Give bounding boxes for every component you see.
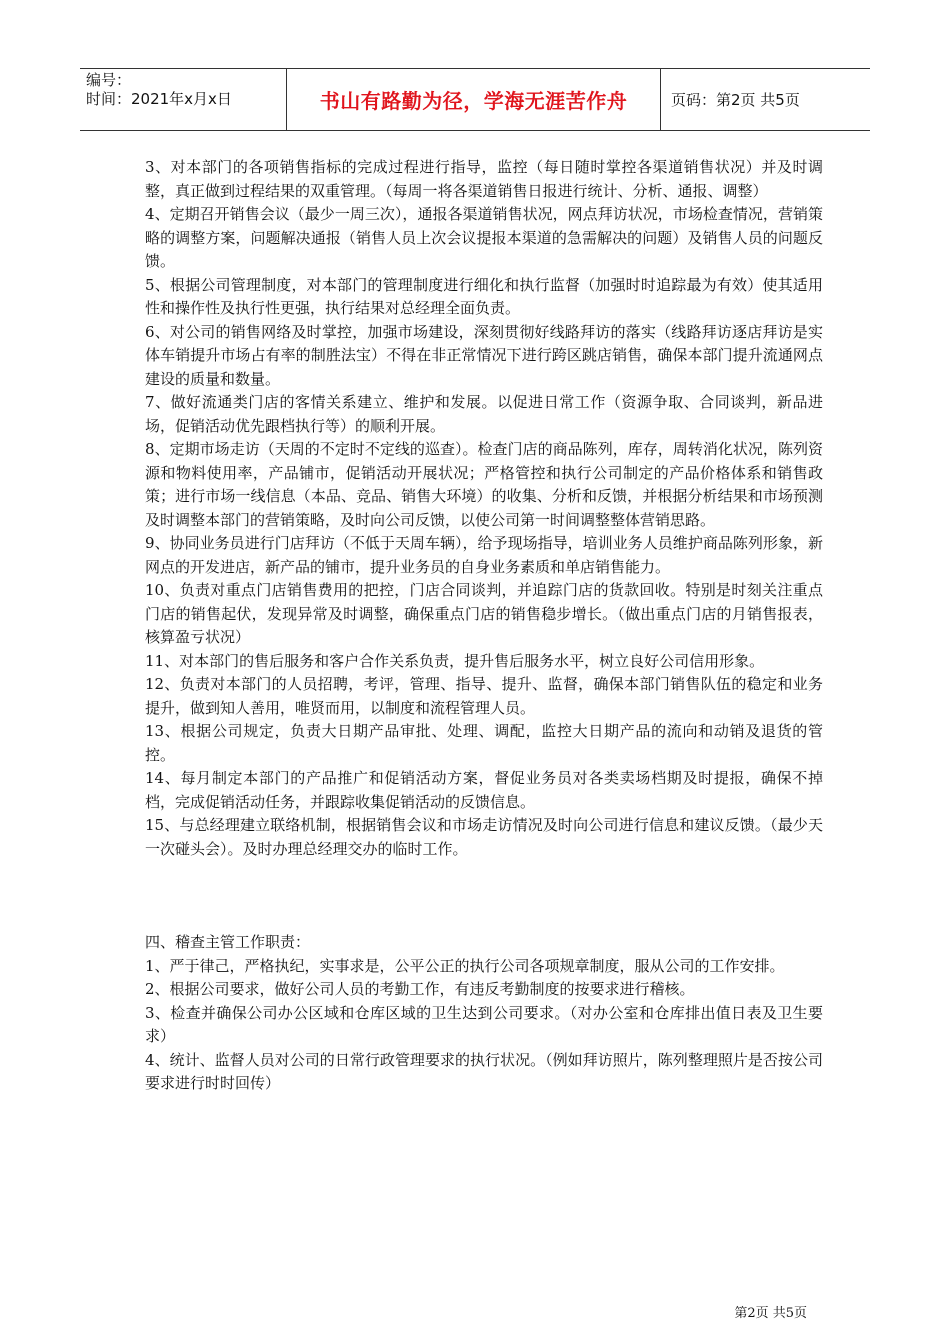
section-heading: 四、稽查主管工作职责： <box>145 933 311 951</box>
paragraph-item: 1、严于律己，严格执纪，实事求是，公平公正的执行公司各项规章制度，服从公司的工作安排。 <box>145 956 785 975</box>
paragraph-item: 15、与总经理建立联络机制，根据销售会议和市场走访情况及时向公司进行信息和建议反馈。（最少天一次碰头会）。及时办理总经理交办的临时工作。 <box>145 816 823 858</box>
document-body <box>145 156 823 1096</box>
paragraph-item: 12、负责对本部门的人员招聘，考评，管理、指导、提升、监督，确保本部门销售队伍的稳定和业务提升，做到知人善用，唯贤而用，以制度和流程管理人员。 <box>145 675 823 717</box>
paragraph-item: 6、对公司的销售网络及时掌控，加强市场建设，深刻贯彻好线路拜访的落实（线路拜访逐店拜访是实体车销提升市场占有率的制胜法宝）不得在非正常情况下进行跨区跳店销售，确保本部门提升流通网点建设的质量和数量。 <box>145 322 823 388</box>
paragraph-item: 4、统计、监督人员对公司的日常行政管理要求的执行状况。（例如拜访照片，陈列整理照片是否按公司要求进行时时回传） <box>145 1050 823 1092</box>
paragraph-item: 4、定期召开销售会议（最少一周三次），通报各渠道销售状况，网点拜访状况，市场检查情况，营销策略的调整方案，问题解决通报（销售人员上次会议提报本渠道的急需解决的问题）及销售人员的问题反馈。 <box>145 205 823 270</box>
paragraph-item: 7、做好流通类门店的客情关系建立、维护和发展。以促进日常工作（资源争取、合同谈判，新品进场，促销活动优先跟档执行等）的顺利开展。 <box>145 393 823 435</box>
document-time-label: 时间：2021年x月x日 <box>86 90 232 108</box>
header-motto: 书山有路勤为径，学海无涯苦作舟 <box>287 69 661 130</box>
paragraph-item: 3、检查并确保公司办公区域和仓库区域的卫生达到公司要求。（对办公室和仓库排出值日表及卫生要求） <box>145 1003 823 1045</box>
paragraph-item: 9、协同业务员进行门店拜访（不低于天周车辆），给予现场指导，培训业务人员维护商品陈列形象，新网点的开发进店，新产品的铺市，提升业务员的自身业务素质和单店销售能力。 <box>145 534 823 576</box>
paragraph-item: 13、根据公司规定，负责大日期产品审批、处理、调配，监控大日期产品的流向和动销及退货的管控。 <box>145 722 823 764</box>
header-meta <box>80 69 287 130</box>
section-spacer <box>145 861 823 931</box>
page-footer-number: 第2页 共5页 <box>734 1306 807 1321</box>
paragraph-item: 14、每月制定本部门的产品推广和促销活动方案，督促业务员对各类卖场档期及时提报，确保不掉档，完成促销活动任务，并跟踪收集促销活动的反馈信息。 <box>145 769 823 811</box>
document-number-label: 编号： <box>86 71 132 89</box>
paragraph-item: 8、定期市场走访（天周的不定时不定线的巡查）。检查门店的商品陈列，库存，周转消化状况，陈列资源和物料使用率，产品铺市，促销活动开展状况；严格管控和执行公司制定的产品价格体系和销售政策；进行市场一线信息（本品、竞品、销售大环境）的收集、分析和反馈，并根据分析结果和市场预测及时调整本部门的营销策略，及时向公司反馈，以使公司第一时间调整整体营销思路。 <box>145 440 823 529</box>
paragraph-item: 11、对本部门的售后服务和客户合作关系负责，提升售后服务水平，树立良好公司信用形象。 <box>145 651 765 670</box>
paragraph-item: 2、根据公司要求，做好公司人员的考勤工作，有违反考勤制度的按要求进行稽核。 <box>145 980 695 998</box>
header-page-number: 页码：第2页 共5页 <box>671 91 800 109</box>
paragraph-item: 10、负责对重点门店销售费用的把控，门店合同谈判，并追踪门店的货款回收。特别是时刻关注重点门店的销售起伏，发现异常及时调整，确保重点门店的销售稳步增长。（做出重点门店的月销售报表，核算盈亏状况） <box>145 581 823 646</box>
paragraph-item: 3、对本部门的各项销售指标的完成过程进行指导，监控（每日随时掌控各渠道销售状况）并及时调整，真正做到过程结果的双重管理。（每周一将各渠道销售日报进行统计、分析、通报、调整） <box>145 158 823 200</box>
page-header <box>80 68 870 131</box>
paragraph-item: 5、根据公司管理制度，对本部门的管理制度进行细化和执行监督（加强时时追踪最为有效）使其适用性和操作性及执行性更强，执行结果对总经理全面负责。 <box>145 275 823 317</box>
